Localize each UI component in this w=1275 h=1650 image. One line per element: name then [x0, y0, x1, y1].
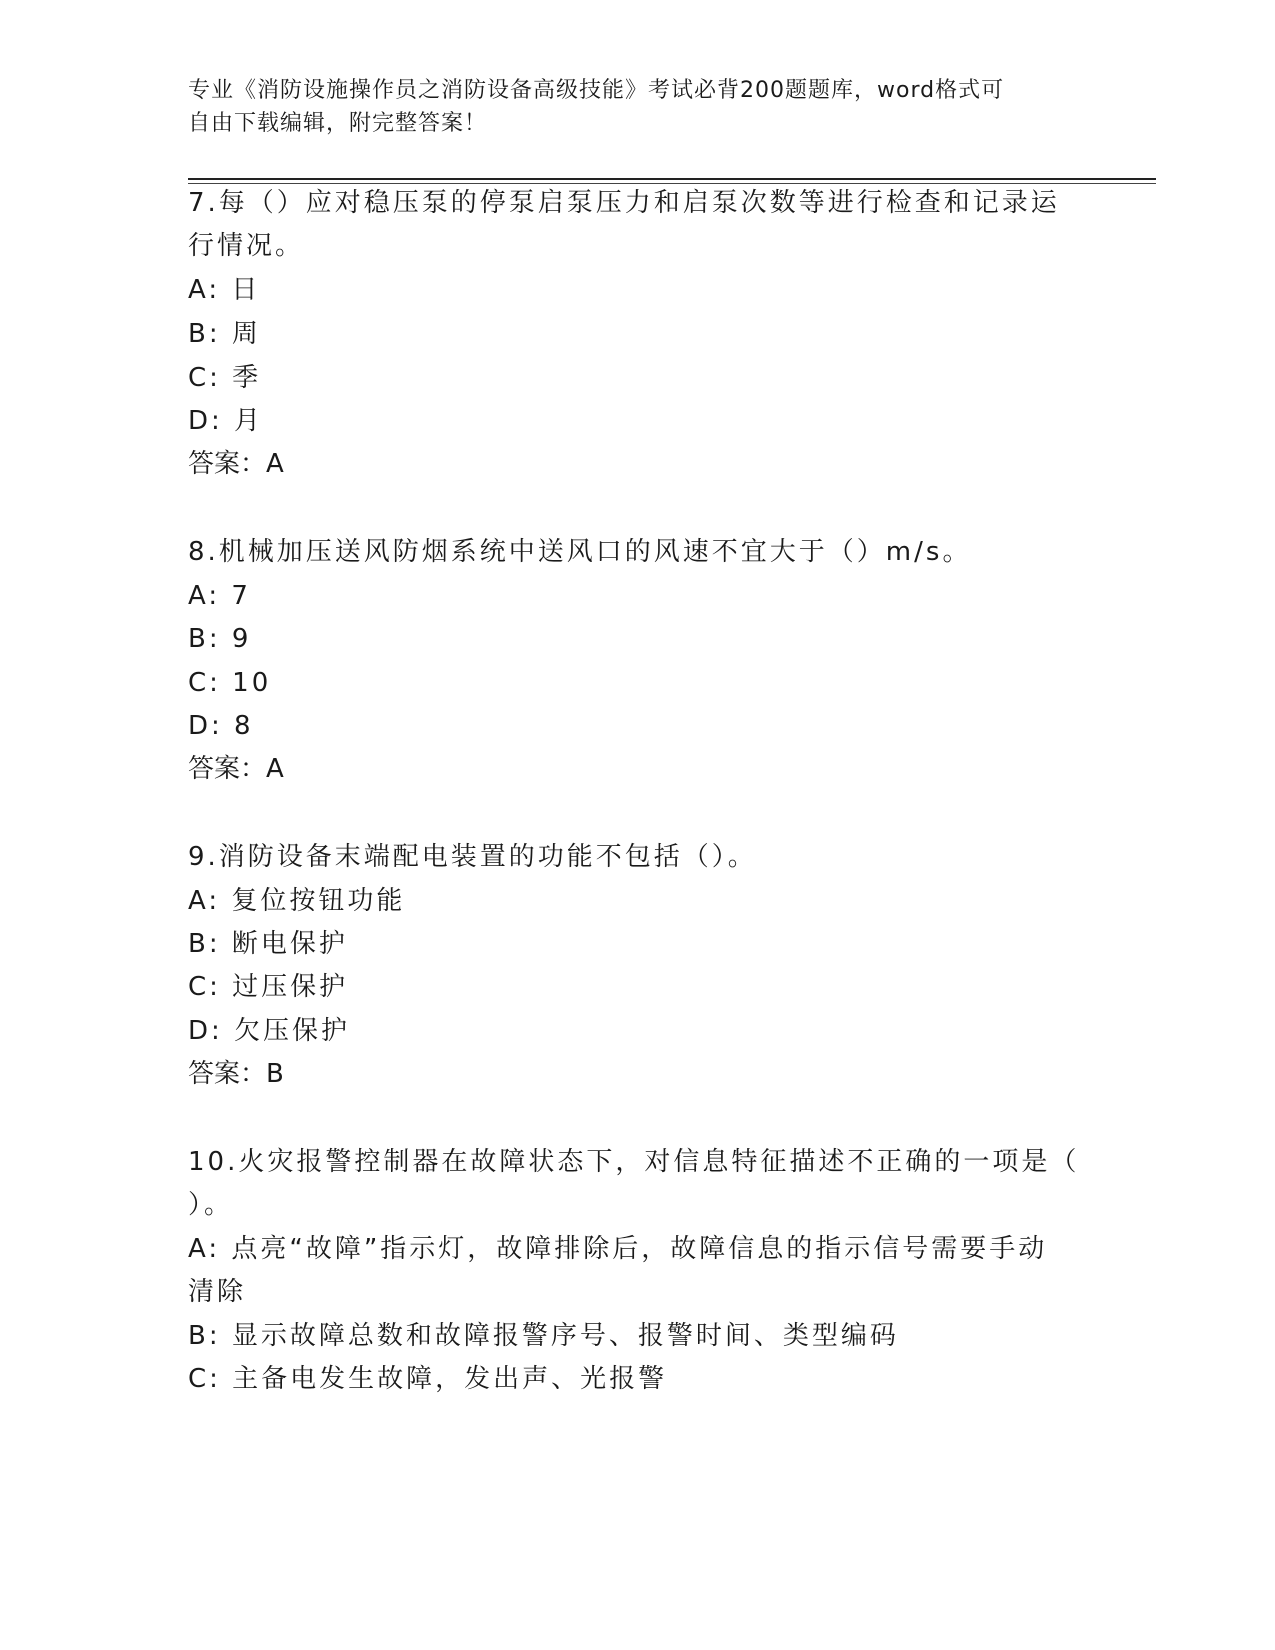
- question-9-stem-line-1: 9.消防设备末端配电装置的功能不包括（）。: [188, 842, 757, 872]
- question-7-stem-line-1: 7.每（）应对稳压泵的停泵启泵压力和启泵次数等进行检查和记录运: [188, 188, 1060, 218]
- question-10-option-c: C: 主备电发生故障，发出声、光报警: [188, 1364, 668, 1394]
- question-9-option-a: A: 复位按钮功能: [188, 886, 406, 916]
- question-9-option-c: C: 过压保护: [188, 972, 349, 1002]
- question-7-option-c: C: 季: [188, 363, 262, 393]
- question-10-option-b: B: 显示故障总数和故障报警序号、报警时间、类型编码: [188, 1321, 899, 1351]
- question-10-option-a: A: 点亮“故障”指示灯，故障排除后，故障信息的指示信号需要手动: [188, 1234, 1048, 1264]
- question-7-option-d: D: 月: [188, 406, 264, 436]
- header-line-1: 专业《消防设施操作员之消防设备高级技能》考试必背200题题库，word格式可: [188, 78, 1005, 103]
- document-header: [188, 74, 1068, 140]
- header-divider-thin: [188, 183, 1156, 184]
- question-8-option-d: D: 8: [188, 711, 254, 741]
- question-7-option-a: A: 日: [188, 275, 261, 305]
- question-8-stem-line-1: 8.机械加压送风防烟系统中送风口的风速不宜大于（）m/s。: [188, 537, 972, 567]
- question-8-option-b: B: 9: [188, 624, 252, 654]
- question-10-stem-line-2: ）。: [188, 1190, 234, 1220]
- question-8-option-a: A: 7: [188, 581, 251, 611]
- header-line-2: 自由下载编辑，附完整答案！: [188, 111, 488, 136]
- question-9-answer: 答案：B: [188, 1059, 284, 1089]
- question-10-option-a-continued: 清除: [188, 1277, 247, 1307]
- question-7-option-b: B: 周: [188, 319, 261, 349]
- question-7-answer: 答案：A: [188, 449, 284, 479]
- question-10-stem-line-1: 10.火灾报警控制器在故障状态下，对信息特征描述不正确的一项是（: [188, 1147, 1080, 1177]
- question-9-option-d: D: 欠压保护: [188, 1016, 351, 1046]
- question-9-option-b: B: 断电保护: [188, 929, 348, 959]
- question-8-option-c: C: 10: [188, 668, 272, 698]
- question-7-stem-line-2: 行情况。: [188, 231, 305, 261]
- header-divider-thick: [188, 178, 1156, 180]
- question-8-answer: 答案：A: [188, 754, 284, 784]
